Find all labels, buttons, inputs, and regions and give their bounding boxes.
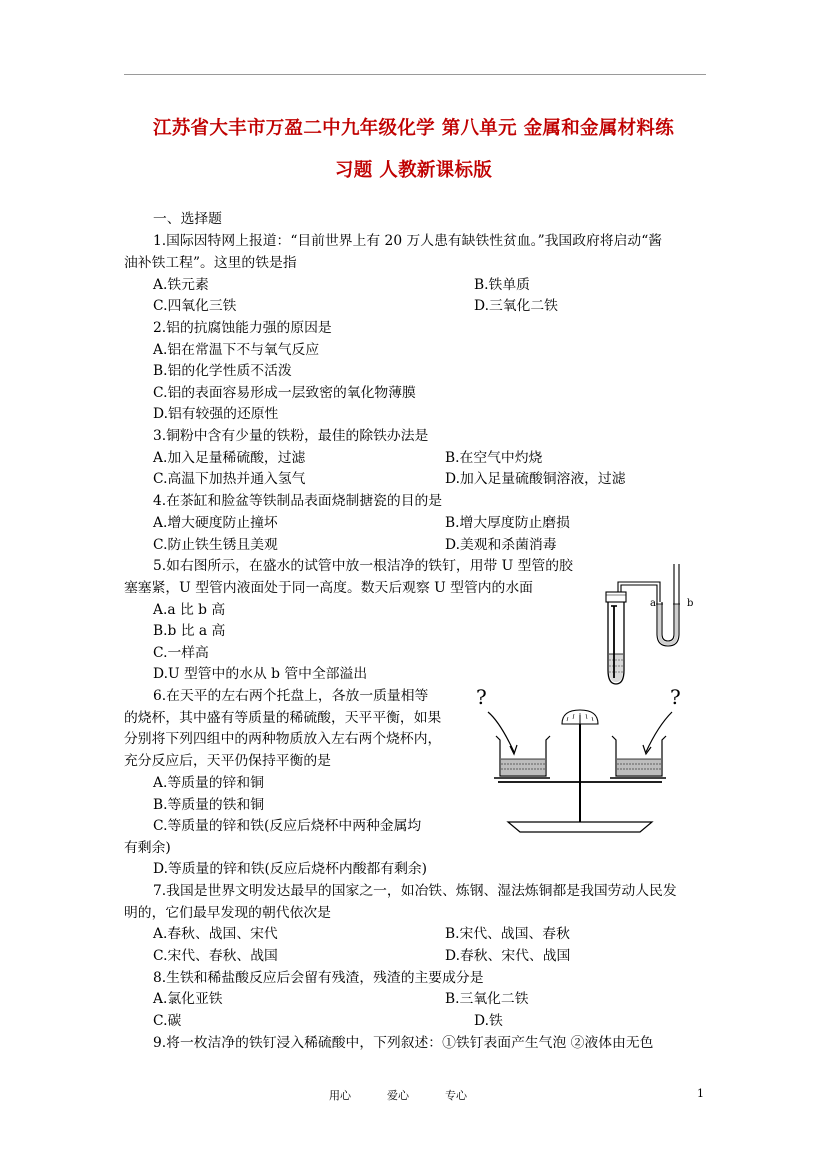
q4-option-a: A.增大硬度防止撞坏 xyxy=(153,515,278,531)
q6-stem-cont-1: 的烧杯，其中盛有等质量的稀硫酸，天平平衡，如果 xyxy=(124,710,442,726)
footer-text-2: 爱心 xyxy=(387,1089,409,1102)
q6-option-b: B.等质量的铁和铜 xyxy=(153,797,265,813)
q3-option-b: B.在空气中灼烧 xyxy=(445,450,543,466)
q6-question-mark-left: ? xyxy=(476,685,487,709)
q6-stem-cont-2: 分别将下列四组中的两种物质放入左右两个烧杯内， xyxy=(124,731,442,747)
q7-option-c: C.宋代、春秋、战国 xyxy=(153,948,278,964)
q7-option-a: A.春秋、战国、宋代 xyxy=(153,926,278,942)
q5-option-a: A.a 比 b 高 xyxy=(153,602,226,618)
q1-option-b: B.铁单质 xyxy=(474,277,530,293)
q6-stem: 6.在天平的左右两个托盘上，各放一质量相等 xyxy=(153,688,429,704)
q2-option-c: C.铝的表面容易形成一层致密的氧化物薄膜 xyxy=(153,385,416,401)
q9-stem: 9.将一枚洁净的铁钉浸入稀硫酸中，下列叙述：①铁钉表面产生气泡 ②液体由无色 xyxy=(153,1035,654,1051)
q5-option-b: B.b 比 a 高 xyxy=(153,623,226,639)
q6-option-c: C.等质量的锌和铁(反应后烧杯中两种金属均 xyxy=(153,818,422,834)
q7-stem: 7.我国是世界文明发达最早的国家之一，如冶铁、炼钢、湿法炼铜都是我国劳动人民发 xyxy=(153,883,677,899)
q1-option-c: C.四氧化三铁 xyxy=(153,298,237,314)
q2-option-d: D.铝有较强的还原性 xyxy=(153,406,279,422)
q5-label-b: b xyxy=(687,598,694,609)
q7-stem-cont: 明的，它们最早发现的朝代依次是 xyxy=(124,905,331,921)
q8-stem: 8.生铁和稀盐酸反应后会留有残渣，残渣的主要成分是 xyxy=(153,970,484,986)
q6-option-a: A.等质量的锌和铜 xyxy=(153,775,264,791)
q4-option-b: B.增大厚度防止磨损 xyxy=(445,515,570,531)
page-title-line-1: 江苏省大丰市万盈二中九年级化学 第八单元 金属和金属材料练 xyxy=(152,118,675,139)
q1-stem: 1.国际因特网上报道：“目前世界上有 20 万人患有缺铁性贫血。”我国政府将启动“酱 xyxy=(153,233,663,249)
header-rule xyxy=(124,74,706,75)
q6-option-c-cont: 有剩余) xyxy=(124,840,171,856)
footer-text-3: 专心 xyxy=(445,1089,467,1102)
q1-option-d: D.三氧化二铁 xyxy=(474,298,558,314)
q6-option-d: D.等质量的锌和铁(反应后烧杯内酸都有剩余) xyxy=(153,861,428,877)
page-number: 1 xyxy=(697,1087,704,1100)
section-heading: 一、选择题 xyxy=(153,211,222,227)
q2-option-a: A.铝在常温下不与氧气反应 xyxy=(153,342,320,358)
q3-option-c: C.高温下加热并通入氢气 xyxy=(153,471,306,487)
q1-option-a: A.铁元素 xyxy=(153,277,209,293)
q8-option-a: A.氯化亚铁 xyxy=(153,991,223,1007)
q3-stem: 3.铜粉中含有少量的铁粉，最佳的除铁办法是 xyxy=(153,428,429,444)
q5-option-d: D.U 型管中的水从 b 管中全部溢出 xyxy=(153,666,368,682)
q1-stem-cont: 油补铁工程”。这里的铁是指 xyxy=(124,255,297,271)
q7-option-b: B.宋代、战国、春秋 xyxy=(445,926,570,942)
footer-text-1: 用心 xyxy=(329,1089,351,1102)
q8-option-b: B.三氧化二铁 xyxy=(445,991,529,1007)
q5-stem: 5.如右图所示，在盛水的试管中放一根洁净的铁钉，用带 U 型管的胶 xyxy=(153,558,573,574)
q8-option-d: D.铁 xyxy=(474,1013,503,1029)
q5-stem-cont: 塞塞紧，U 型管内液面处于同一高度。数天后观察 U 型管内的水面 xyxy=(124,580,533,596)
page-title-line-2: 习题 人教新课标版 xyxy=(334,160,493,181)
q4-option-d: D.美观和杀菌消毒 xyxy=(445,537,557,553)
q4-option-c: C.防止铁生锈且美观 xyxy=(153,537,278,553)
q6-stem-cont-3: 充分反应后，天平仍保持平衡的是 xyxy=(124,753,331,769)
q2-option-b: B.铝的化学性质不活泼 xyxy=(153,363,292,379)
q5-option-c: C.一样高 xyxy=(153,645,209,661)
q5-figure-test-tube xyxy=(596,560,696,690)
q8-option-c: C.碳 xyxy=(153,1013,182,1029)
q6-question-mark-right: ? xyxy=(670,685,681,709)
q5-label-a: a xyxy=(650,598,656,609)
q4-stem: 4.在茶缸和脸盆等铁制品表面烧制搪瓷的目的是 xyxy=(153,493,443,509)
q3-option-a: A.加入足量稀硫酸，过滤 xyxy=(153,450,306,466)
q7-option-d: D.春秋、宋代、战国 xyxy=(445,948,571,964)
q2-stem: 2.铝的抗腐蚀能力强的原因是 xyxy=(153,320,332,336)
q3-option-d: D.加入足量硫酸铜溶液，过滤 xyxy=(445,471,626,487)
